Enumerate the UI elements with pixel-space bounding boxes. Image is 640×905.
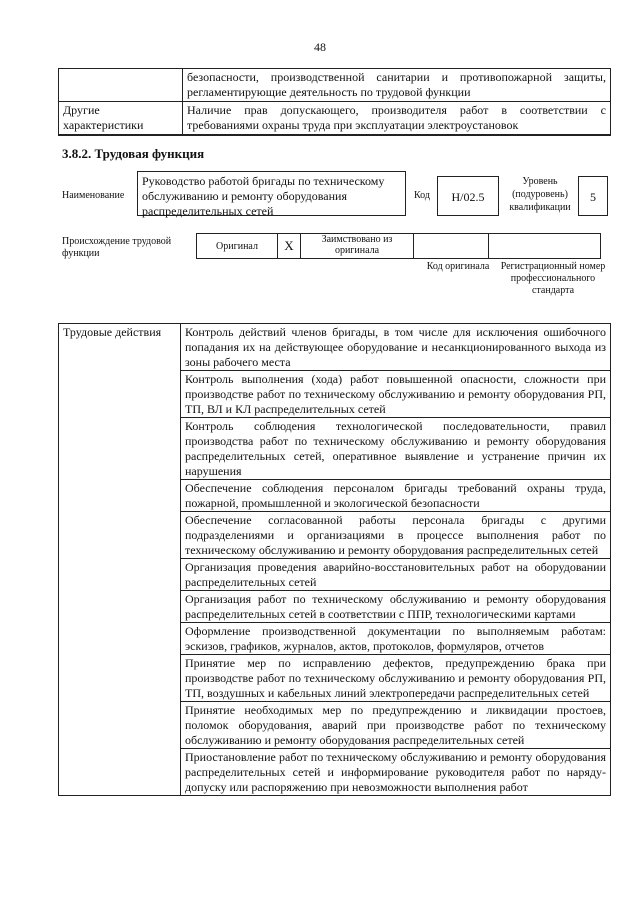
row-label — [59, 69, 183, 102]
original-code-cell — [414, 234, 489, 259]
labor-action-item: Обеспечение соблюдения персоналом бригады требований охраны труда, пожарной, промышленной и экологической безопасности — [181, 480, 611, 512]
labor-actions-table — [58, 323, 611, 796]
labor-action-item: Организация работ по техническому обслуживанию и ремонту оборудования распределительных сетей в соответствии с ППР, технологическими картами — [181, 591, 611, 623]
labor-action-item: Организация проведения аварийно-восстановительных работ на оборудовании распределительных сетей — [181, 559, 611, 591]
table-row — [197, 234, 601, 259]
page-number: 48 — [314, 40, 326, 54]
reg-number-label: Регистрационный номер профессионального стандарта — [500, 261, 606, 296]
labor-action-item: Контроль выполнения (хода) работ повышенной опасности, сложности при производстве работ по техническому обслуживанию и ремонту оборудования РП, ТП, ВЛ и КЛ распределительных сетей — [181, 371, 611, 418]
other-characteristics-text: Наличие прав допускающего, производителя работ в соответствии с требованиями охраны труда при эксплуатации электроустановок — [183, 102, 611, 136]
function-name-value: Руководство работой бригады по техническому обслуживанию и ремонту оборудования распределительных сетей — [137, 171, 406, 216]
table-row — [59, 102, 611, 136]
other-characteristics-label: Другие характеристики — [59, 102, 183, 136]
labor-actions-label: Трудовые действия — [59, 324, 181, 796]
origin-label: Происхождение трудовой функции — [62, 236, 172, 259]
labor-action-item: Обеспечение согласованной работы персонала бригады с другими подразделениями и организациями в процессе выполнения работ по техническому обслуживанию и ремонту оборудования распределительных сетей — [181, 512, 611, 559]
borrowed-label: Заимствовано из оригинала — [301, 234, 414, 259]
labor-action-item: Приостановление работ по техническому обслуживанию и ремонту оборудования распределительных сетей и информирование руководителя работ по наряду-допуску или распоряжению при невозможности выполнения работ — [181, 749, 611, 796]
labor-action-item: Контроль действий членов бригады, в том числе для исключения ошибочного попадания их на действующее оборудование и несанкционированного выхода из зоны рабочего места — [181, 324, 611, 371]
original-mark: X — [278, 234, 301, 259]
qualification-level-label: Уровень (подуровень) квалификации — [509, 176, 571, 213]
labor-action-item: Принятие необходимых мер по предупреждению и ликвидации простоев, поломок оборудования, аварий при производстве работ по техническому обслуживанию и ремонту оборудования распределительных сетей — [181, 702, 611, 749]
labor-action-item: Оформление производственной документации по выполняемым работам: эскизов, графиков, журналов, актов, протоколов, формуляров, отчетов — [181, 623, 611, 655]
original-label: Оригинал — [197, 234, 278, 259]
qualification-level-value: 5 — [578, 176, 608, 216]
origin-table — [196, 233, 601, 259]
table-row — [59, 324, 611, 371]
row-text: безопасности, производственной санитарии и противопожарной защиты, регламентирующие деятельность по трудовой функции — [183, 69, 611, 102]
table-row — [59, 69, 611, 102]
section-title: 3.8.2. Трудовая функция — [62, 146, 205, 161]
function-code-value: Н/02.5 — [437, 176, 499, 216]
reg-number-cell — [489, 234, 601, 259]
name-label: Наименование — [62, 190, 125, 201]
labor-action-item: Контроль соблюдения технологической последовательности, правил производства работ по техническому обслуживанию и ремонту оборудования распределительных сетей, оперативное выявление и устранение причин их нарушения — [181, 418, 611, 480]
labor-action-item: Принятие мер по исправлению дефектов, предупреждению брака при производстве работ по техническому обслуживанию и ремонту оборудования РП, ТП, воздушных и кабельных линий электропередачи распределительных сетей — [181, 655, 611, 702]
top-characteristics-table — [58, 68, 611, 136]
original-code-label: Код оригинала — [426, 261, 490, 272]
code-label: Код — [414, 190, 430, 201]
